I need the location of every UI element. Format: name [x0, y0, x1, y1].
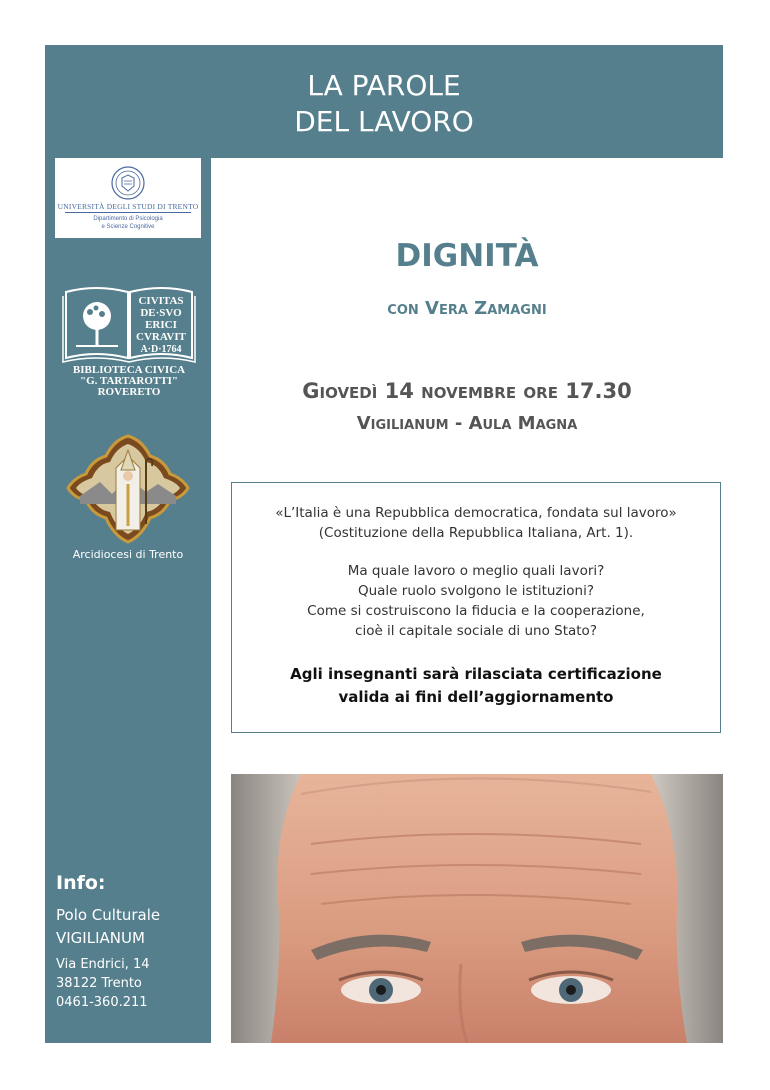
event-speaker: con Vera Zamagni [387, 298, 547, 319]
library-motto-5: A·D·1764 [140, 344, 182, 355]
open-book-icon [62, 284, 196, 364]
certification-note-line1: Agli insegnanti sarà rilasciata certificazione [290, 665, 662, 683]
university-seal-icon [111, 166, 145, 200]
university-logo [55, 158, 201, 238]
library-name-line1: BIBLIOTECA CIVICA [72, 364, 186, 376]
quote-line1: «L’Italia è una Repubblica democratica, fondata sul lavoro» [275, 505, 677, 521]
library-name-line3: ROVERETO [97, 386, 161, 398]
archdiocese-emblem-icon [66, 434, 190, 544]
library-motto-3: ERICI [145, 319, 177, 331]
event-date: Giovedì 14 novembre ore 17.30 [302, 379, 632, 403]
department-line2: e Scienze Cognitive [101, 224, 155, 230]
library-motto-1: CIVITAS [138, 295, 184, 307]
certification-note-line2: valida ai fini dell’aggiornamento [338, 688, 614, 706]
question-2: Quale ruolo svolgono le istituzioni? [357, 583, 595, 599]
question-4: cioè il capitale sociale di uno Stato? [355, 623, 597, 639]
info-line1: Polo Culturale [56, 906, 161, 924]
info-heading: Info: [56, 872, 106, 894]
library-motto-4: CVRAVIT [136, 331, 186, 343]
header-banner [45, 45, 723, 158]
series-title-line2: DEL LAVORO [294, 105, 474, 138]
university-divider [65, 212, 191, 213]
info-phone: 0461-360.211 [56, 995, 148, 1010]
event-place: Vigilianum - Aula Magna [356, 413, 578, 434]
series-title-line1: LA PAROLE [307, 69, 461, 102]
library-motto-2: DE·SVO [140, 307, 182, 319]
department-line1: Dipartimento di Psicologia [93, 216, 163, 222]
event-title: DIGNITÀ [395, 238, 539, 274]
university-department [55, 215, 201, 231]
question-1: Ma quale lavoro o meglio quali lavori? [347, 563, 605, 579]
university-name: UNIVERSITÀ DEGLI STUDI DI TRENTO [57, 202, 199, 211]
info-address: Via Endrici, 14 [56, 957, 150, 972]
quote-box [231, 482, 721, 733]
library-logo [62, 284, 196, 404]
quote-line2: (Costituzione della Repubblica Italiana, Art. 1). [318, 525, 634, 541]
speaker-portrait-photo [231, 774, 723, 1043]
library-name-line2: "G. TARTAROTTI" [79, 375, 178, 387]
info-city: 38122 Trento [56, 976, 142, 991]
info-line2: VIGILIANUM [56, 929, 145, 947]
archdiocese-label: Arcidiocesi di Trento [72, 548, 184, 561]
question-3: Come si costruiscono la fiducia e la cooperazione, [307, 603, 645, 619]
